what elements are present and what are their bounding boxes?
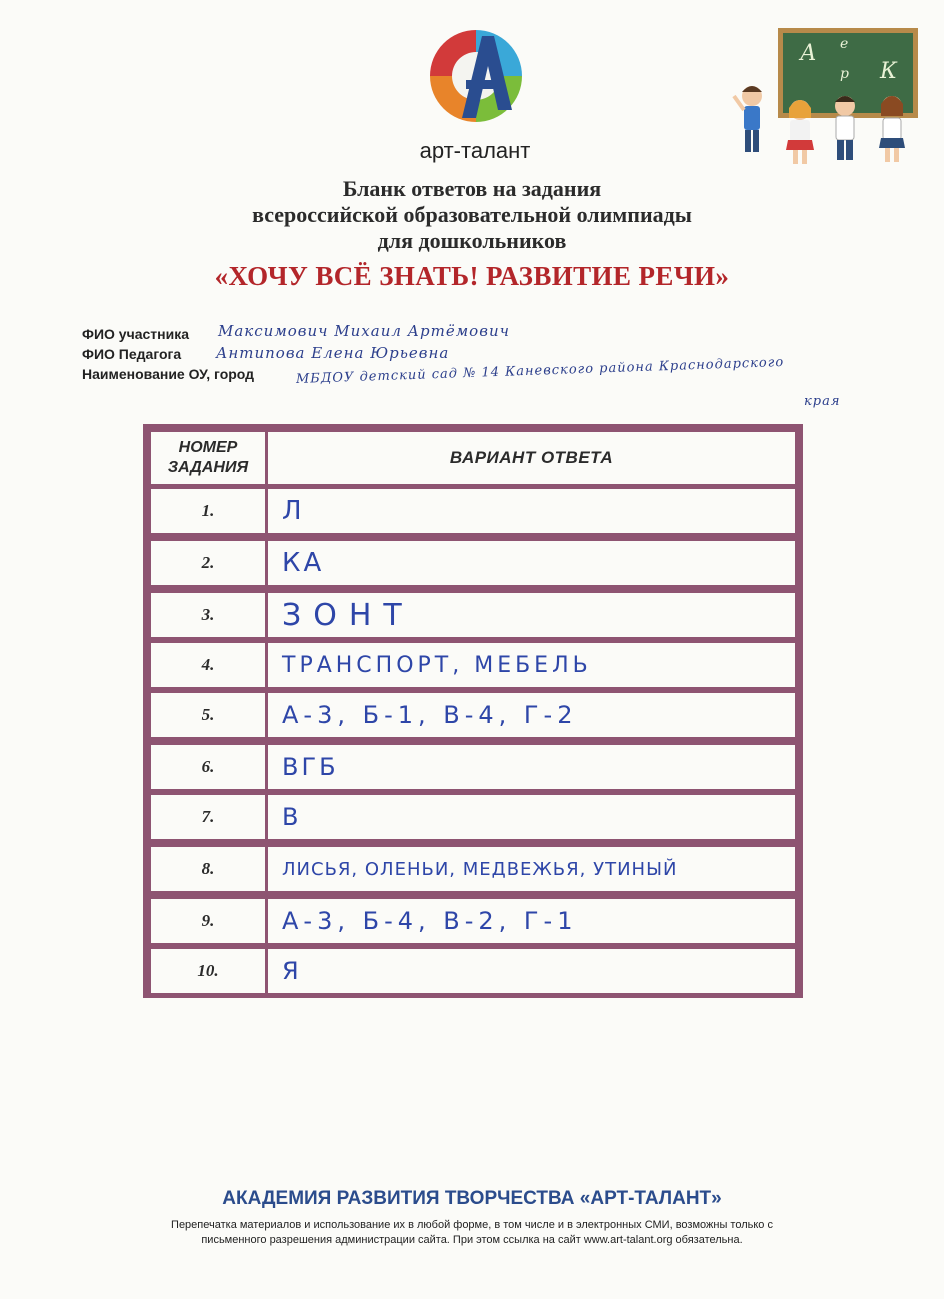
chalk-letter-a: А xyxy=(800,41,817,66)
task-number: 3. xyxy=(151,593,268,637)
answer-table xyxy=(143,424,803,998)
participant-label: ФИО участника xyxy=(82,326,189,342)
task-number: 10. xyxy=(151,949,268,993)
answer-value: В xyxy=(282,803,302,831)
answer-value: А-3, Б-4, В-2, Г-1 xyxy=(282,907,578,935)
form-title xyxy=(0,176,944,292)
task-number: 7. xyxy=(151,795,268,839)
table-row xyxy=(149,845,797,893)
header-task-number: НОМЕР ЗАДАНИЯ xyxy=(151,432,268,484)
task-number: 5. xyxy=(151,693,268,737)
school-label: Наименование ОУ, город xyxy=(82,366,255,382)
school-value-line1: МБДОУ детский сад № 14 Каневского района Краснодарского xyxy=(295,354,785,387)
logo-emblem-icon xyxy=(400,14,550,138)
chalkboard-kids-icon xyxy=(730,26,922,168)
participant-value: Максимович Михаил Артёмович xyxy=(218,322,510,340)
teacher-label: ФИО Педагога xyxy=(82,346,182,362)
answer-value: Я xyxy=(282,957,302,985)
logo-text: арт-талант xyxy=(419,138,531,163)
title-line-1: Бланк ответов на задания xyxy=(342,176,602,201)
table-row xyxy=(149,539,797,587)
chalk-letter-e: е xyxy=(840,36,849,52)
footer-note-line-2: письменного разрешения администрации сайта. При этом ссылка на сайт www.art-talant.org обязательна. xyxy=(201,1234,743,1246)
table-row xyxy=(149,691,797,739)
task-number: 1. xyxy=(151,489,268,533)
table-row xyxy=(149,743,797,791)
table-row xyxy=(149,641,797,689)
answer-value: КА xyxy=(282,548,325,578)
art-talant-logo xyxy=(400,14,550,164)
answer-value: А-3, Б-1, В-4, Г-2 xyxy=(282,701,578,729)
kids-chalkboard-illustration xyxy=(730,26,922,168)
task-number: 4. xyxy=(151,643,268,687)
table-header-row xyxy=(149,430,797,486)
teacher-value: Антипова Елена Юрьевна xyxy=(216,344,450,362)
title-line-2: всероссийской образовательной олимпиады xyxy=(252,202,692,227)
footer-copyright-note xyxy=(100,1218,844,1248)
answer-value: ТРАНСПОРТ, МЕБЕЛЬ xyxy=(282,652,592,678)
answer-value: Л xyxy=(282,496,305,526)
footer-academy-name: АКАДЕМИЯ РАЗВИТИЯ ТВОРЧЕСТВА «АРТ-ТАЛАНТ» xyxy=(222,1188,722,1209)
table-row xyxy=(149,591,797,639)
school-value-line2: края xyxy=(804,394,841,409)
answer-value: ЗОНТ xyxy=(282,597,414,633)
task-number: 2. xyxy=(151,541,268,585)
chalk-letter-k: К xyxy=(880,59,898,84)
task-number: 8. xyxy=(151,847,268,891)
answer-value: ЛИСЬЯ, ОЛЕНЬИ, МЕДВЕЖЬЯ, УТИНЫЙ xyxy=(282,858,678,880)
table-row xyxy=(149,897,797,945)
olympiad-name: «ХОЧУ ВСЁ ЗНАТЬ! РАЗВИТИЕ РЕЧИ» xyxy=(214,261,730,291)
answer-value: ВГБ xyxy=(282,753,339,781)
table-row xyxy=(149,947,797,995)
table-row xyxy=(149,793,797,841)
footer-note-line-1: Перепечатка материалов и использование их в любой форме, в том числе и в электронных СМИ, возможны только с xyxy=(171,1219,773,1231)
title-line-3: для дошкольников xyxy=(377,228,567,253)
task-number: 6. xyxy=(151,745,268,789)
header-answer-variant: ВАРИАНТ ОТВЕТА xyxy=(449,448,614,467)
task-number: 9. xyxy=(151,899,268,943)
table-row xyxy=(149,487,797,535)
chalk-letter-r: р xyxy=(840,66,849,82)
